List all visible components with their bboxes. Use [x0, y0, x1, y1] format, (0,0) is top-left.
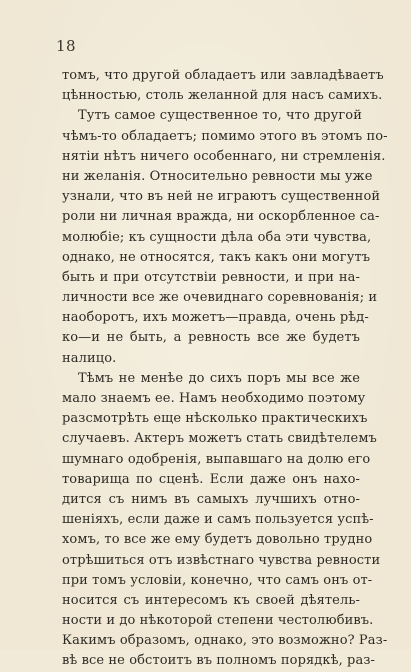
text-line: роли ни личная вражда, ни оскорбленное са-	[62, 209, 380, 225]
text-line: быть и при отсутствіи ревности, и при на-	[62, 269, 360, 285]
text-line: Какимъ образомъ, однако, это возможно? Раз-	[62, 633, 388, 649]
text-line: вѣ все не обстоитъ въ полномъ порядкѣ, раз-	[62, 653, 375, 669]
text-line: молюбіе; къ сущности дѣла оба эти чувства,	[62, 229, 372, 245]
text-line: шеніяхъ, если даже и самъ пользуется успѣ-	[62, 512, 374, 528]
text-line: однако, не относятся, такъ какъ они могутъ	[62, 249, 371, 265]
page-number: 18	[56, 37, 77, 55]
text-line: нятіи нѣтъ ничего особеннаго, ни стремленія.	[62, 148, 386, 164]
text-line: товарища по сценѣ. Если даже онъ нахо-	[62, 471, 360, 487]
text-line: ко—и не быть, а ревность все же будетъ	[62, 330, 360, 346]
text-line: томъ, что другой обладаетъ или завладѣваетъ	[62, 68, 384, 83]
text-line: ности и до нѣкоторой степени честолюбивъ.	[62, 613, 374, 629]
text-line: ни желанія. Относительно ревности мы уже	[62, 168, 373, 184]
text-line: цѣнностью, столь желанной для насъ самихъ.	[62, 88, 383, 104]
text-line: шумнаго одобренія, выпавшаго на долю его	[62, 451, 371, 467]
body-text	[62, 66, 388, 672]
text-line: мало знаемъ ее. Намъ необходимо поэтому	[62, 391, 366, 406]
text-line: носится съ интересомъ къ своей дѣятель-	[62, 592, 360, 608]
text-line: при томъ условіи, конечно, что самъ онъ от-	[62, 572, 373, 588]
text-line: отрѣшиться отъ извѣстнаго чувства ревности	[62, 552, 381, 568]
text-line: хомъ, то все же ему будетъ довольно трудно	[62, 532, 373, 548]
text-line: дится съ нимъ въ самыхъ лучшихъ отно-	[62, 491, 360, 507]
text-line: разсмотрѣть еще нѣсколько практическихъ	[62, 411, 368, 427]
text-line: случаевъ. Актеръ можетъ стать свидѣтелемъ	[62, 431, 377, 447]
text-line: Тутъ самое существенное то, что другой	[78, 108, 362, 124]
text-line: Тѣмъ не менѣе до сихъ поръ мы все же	[78, 370, 360, 386]
text-line: узнали, что въ ней не играютъ существенной	[62, 189, 381, 205]
text-line: чѣмъ-то обладаетъ; помимо этого въ этомъ по-	[62, 128, 388, 144]
text-line: налицо.	[62, 350, 117, 366]
text-line: личности все же очевиднаго соревнованія; и	[62, 290, 378, 306]
text-line: наоборотъ, ихъ можетъ—правда, очень рѣд-	[62, 310, 369, 326]
